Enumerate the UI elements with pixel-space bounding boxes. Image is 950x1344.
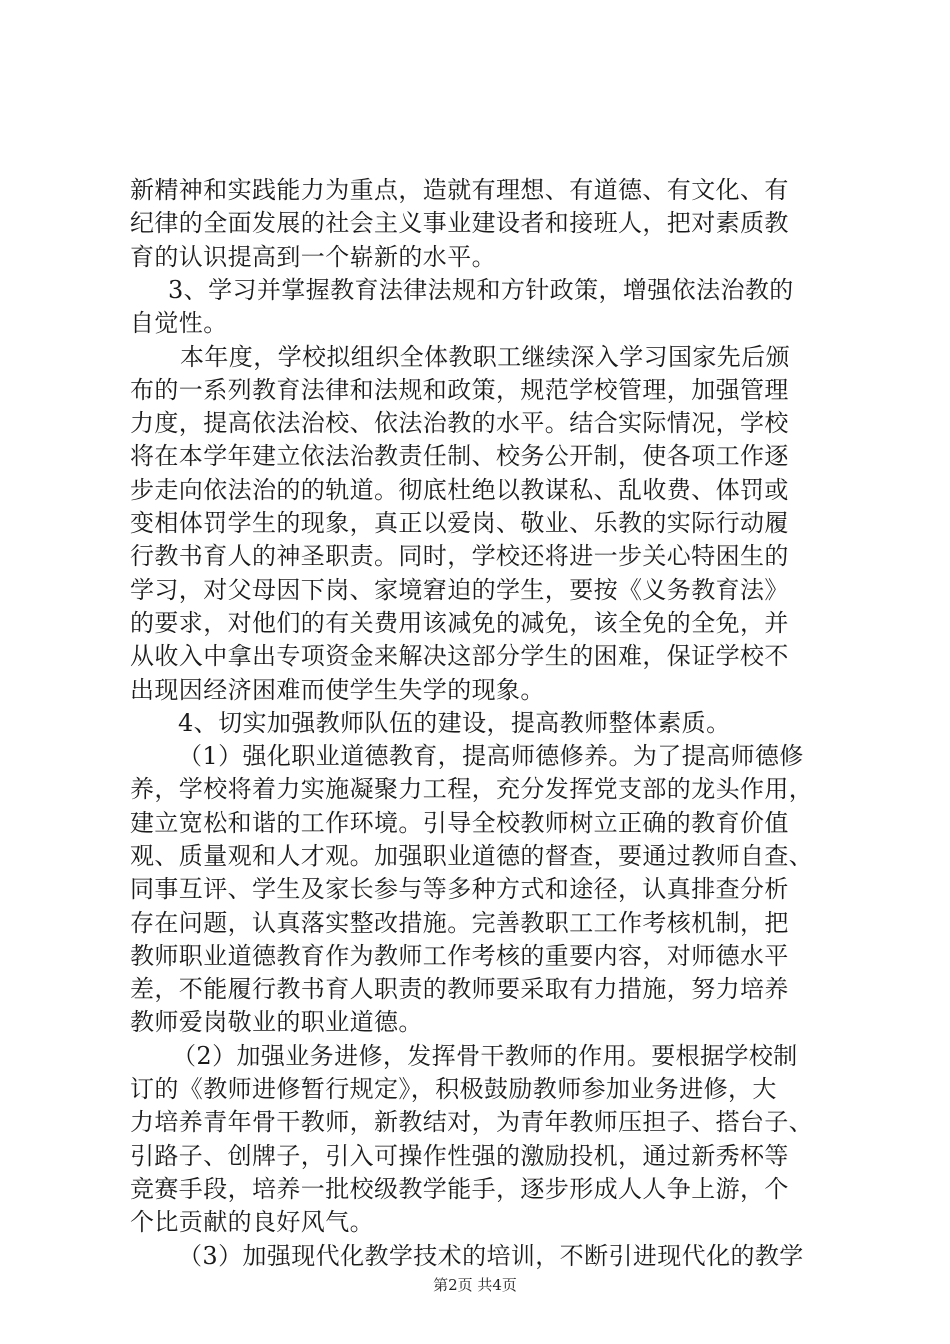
text-line: （2）加强业务进修，发挥骨干教师的作用。要根据学校制 xyxy=(172,1042,798,1070)
text-line: 养，学校将着力实施凝聚力工程，充分发挥党支部的龙头作用， xyxy=(130,775,814,803)
text-line: 差，不能履行教书育人职责的教师要采取有力措施，努力培养 xyxy=(130,975,789,1003)
text-line: 观、质量观和人才观。加强职业道德的督查，要通过教师自查、 xyxy=(130,842,814,870)
text-line: 变相体罚学生的现象，真正以爱岗、敬业、乐教的实际行动履 xyxy=(130,509,789,537)
text-line: 订的《教师进修暂行规定》，积极鼓励教师参加业务进修，大 xyxy=(130,1075,777,1103)
text-line: 纪律的全面发展的社会主义事业建设者和接班人，把对素质教 xyxy=(130,209,789,237)
text-line: 力培养青年骨干教师，新教结对，为青年教师压担子、搭台子、 xyxy=(130,1108,814,1136)
text-line: 引路子、创牌子，引入可操作性强的激励投机，通过新秀杯等 xyxy=(130,1142,789,1170)
text-line: 行教书育人的神圣职责。同时，学校还将进一步关心特困生的 xyxy=(130,542,789,570)
text-line: 个比贡献的良好风气。 xyxy=(130,1208,374,1236)
text-line: 步走向依法治的的轨道。彻底杜绝以教谋私、乱收费、体罚或 xyxy=(130,476,789,504)
text-line: 从收入中拿出专项资金来解决这部分学生的困难，保证学校不 xyxy=(130,642,789,670)
text-line: 自觉性。 xyxy=(130,309,228,337)
text-line: （1）强化职业道德教育，提高师德修养。为了提高师德修 xyxy=(178,742,804,770)
text-line: 布的一系列教育法律和法规和政策，规范学校管理，加强管理 xyxy=(130,376,789,404)
text-line: 新精神和实践能力为重点，造就有理想、有道德、有文化、有 xyxy=(130,176,789,204)
text-line: （3）加强现代化教学技术的培训，不断引进现代化的教学 xyxy=(178,1242,804,1270)
text-line: 教师职业道德教育作为教师工作考核的重要内容，对师德水平 xyxy=(130,942,789,970)
text-line: 4、切实加强教师队伍的建设，提高教师整体素质。 xyxy=(178,709,731,737)
text-line: 出现因经济困难而使学生失学的现象。 xyxy=(130,676,545,704)
text-line: 3、学习并掌握教育法律法规和方针政策，增强依法治教的 xyxy=(168,276,794,304)
text-line: 力度，提高依法治校、依法治教的水平。结合实际情况，学校 xyxy=(130,409,789,437)
text-line: 学习，对父母因下岗、家境窘迫的学生，要按《义务教育法》 xyxy=(130,576,789,604)
text-line: 同事互评、学生及家长参与等多种方式和途径，认真排查分析 xyxy=(130,875,789,903)
text-line: 育的认识提高到一个崭新的水平。 xyxy=(130,243,496,271)
text-line: 本年度，学校拟组织全体教职工继续深入学习国家先后颁 xyxy=(180,343,790,371)
text-line: 将在本学年建立依法治教责任制、校务公开制，使各项工作逐 xyxy=(130,442,789,470)
page-number-footer: 第2页 共4页 xyxy=(433,1276,517,1294)
text-line: 教师爱岗敬业的职业道德。 xyxy=(130,1008,423,1036)
text-line: 竞赛手段，培养一批校级教学能手，逐步形成人人争上游，个 xyxy=(130,1175,789,1203)
text-line: 的要求，对他们的有关费用该减免的减免，该全免的全免，并 xyxy=(130,609,789,637)
text-line: 建立宽松和谐的工作环境。引导全校教师树立正确的教育价值 xyxy=(130,809,789,837)
text-line: 存在问题，认真落实整改措施。完善教职工工作考核机制，把 xyxy=(130,909,789,937)
